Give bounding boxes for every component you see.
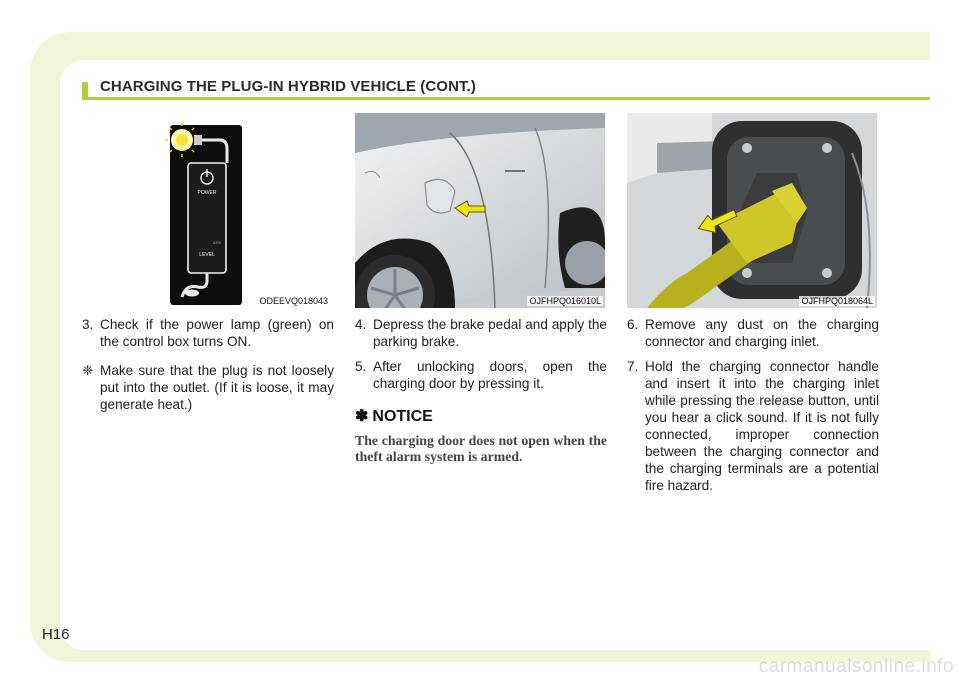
header-rule	[82, 97, 930, 100]
note-text: Make sure that the plug is not loosely put into the outlet. (If it is loose, it may generate heat.)	[100, 363, 334, 412]
notice-text: The charging door does not open when the theft alarm system is armed.	[355, 433, 607, 464]
step-5	[355, 358, 607, 392]
connector-illustration	[627, 113, 877, 308]
notice-symbol-icon: ✽	[355, 408, 369, 425]
column-2	[355, 316, 607, 465]
figure-control-box	[82, 113, 332, 308]
header-accent-bar	[82, 82, 88, 98]
notice-heading-text: NOTICE	[372, 408, 433, 425]
step-4	[355, 316, 607, 350]
step-number: 4.	[355, 317, 367, 332]
step-7	[627, 358, 879, 494]
step-number: 3.	[82, 317, 94, 332]
figure-code: OJFHPQ016010L	[529, 296, 601, 306]
figure-code: ODEEVQ018043	[259, 296, 328, 306]
note	[82, 362, 334, 413]
section-title: CHARGING THE PLUG-IN HYBRID VEHICLE (CONT.)	[100, 78, 476, 95]
step-3	[82, 316, 334, 350]
level-label: LEVEL	[199, 252, 215, 258]
step-number: 5.	[355, 359, 367, 374]
step-text: After unlocking doors, open the charging door by pressing it.	[373, 359, 607, 391]
step-number: 7.	[627, 359, 639, 374]
car-side-illustration	[355, 113, 605, 308]
figure-charging-connector	[627, 113, 877, 308]
step-text: Remove any dust on the charging connector and charging inlet.	[645, 317, 879, 349]
step-text: Hold the charging connector handle and insert it into the charging inlet while pressing the release button, until you hear a click sound. If it is not fully connected, improper connection between the charging connector and the charging terminals are a potential fire hazard.	[645, 359, 879, 493]
step-6	[627, 316, 879, 350]
figure-code: OJFHPQ018064L	[801, 296, 873, 306]
power-label: POWER	[197, 190, 217, 196]
step-text: Check if the power lamp (green) on the control box turns ON.	[100, 317, 334, 349]
page-number: H16	[42, 626, 70, 643]
note-symbol-icon: ❈	[82, 363, 94, 378]
notice-heading	[355, 408, 607, 425]
column-1	[82, 316, 334, 421]
figure-charging-door	[355, 113, 605, 308]
watermark: carmanualsonline.info	[758, 656, 954, 677]
step-text: Depress the brake pedal and apply the parking brake.	[373, 317, 607, 349]
percent-label: 33%	[212, 240, 221, 245]
column-3	[627, 316, 879, 502]
control-box-illustration	[82, 113, 332, 308]
step-number: 6.	[627, 317, 639, 332]
